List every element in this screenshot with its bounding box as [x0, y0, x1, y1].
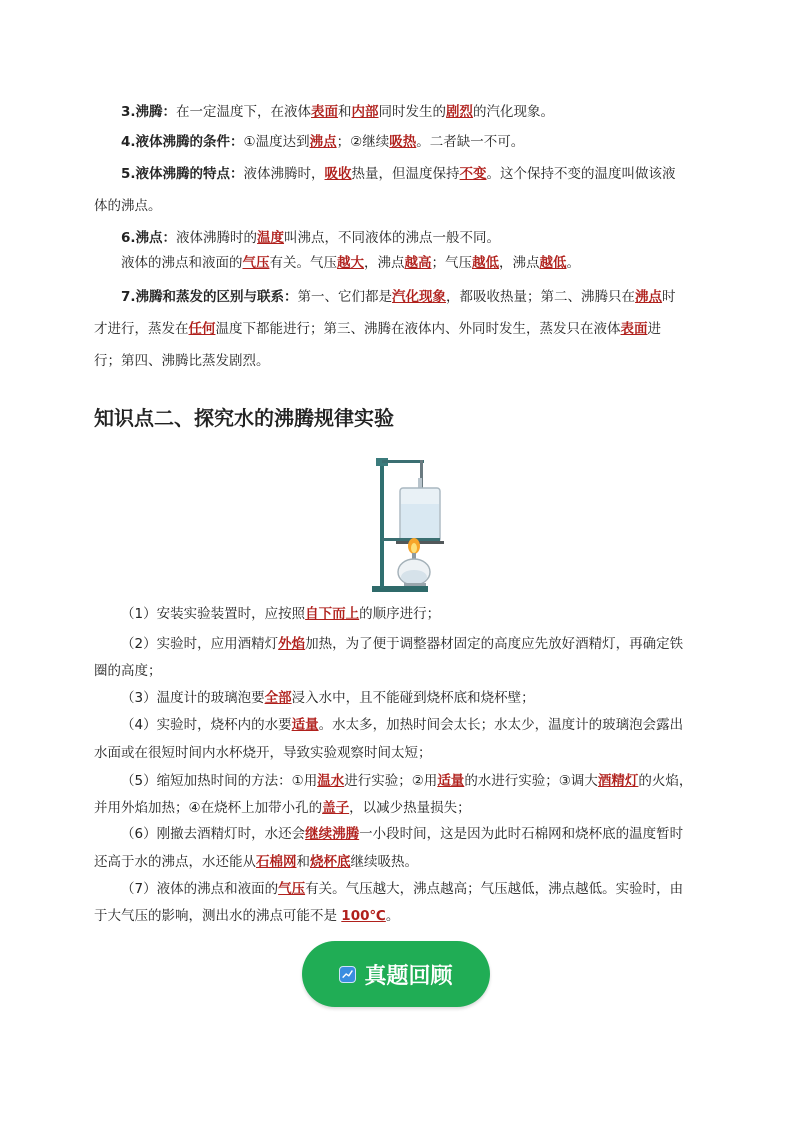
item-6-boiling-point: 6.沸点：液体沸腾时的温度叫沸点，不同液体的沸点一般不同。: [121, 230, 501, 246]
step-2-line2: 圈的高度；: [94, 663, 162, 679]
chart-icon: [339, 966, 356, 983]
step-7: （7）液体的沸点和液面的气压有关。气压越大，沸点越高；气压越低，沸点越低。实验时，由: [121, 881, 684, 897]
item-7-line3: 行；第四、沸腾比蒸发剧烈。: [94, 353, 270, 369]
review-past-exams-button[interactable]: [302, 941, 490, 1007]
review-button-label: 真题回顾: [364, 963, 453, 989]
item-5-features: 5.液体沸腾的特点：液体沸腾时，吸收热量，但温度保持不变。这个保持不变的温度叫做该液: [121, 166, 676, 182]
step-4: （4）实验时，烧杯内的水要适量。水太多，加热时间会太长；水太少，温度计的玻璃泡会露出: [121, 717, 684, 733]
section-heading: 知识点二、探究水的沸腾规律实验: [94, 406, 394, 430]
step-4-line2: 水面或在很短时间内水杯烧开，导致实验观察时间太短；: [94, 745, 432, 761]
step-1: （1）安装实验装置时，应按照自下而上的顺序进行；: [121, 606, 441, 622]
item-6-line2: 液体的沸点和液面的气压有关。气压越大，沸点越高；气压越低，沸点越低。: [121, 255, 580, 271]
step-2: （2）实验时，应用酒精灯外焰加热，为了便于调整器材固定的高度应先放好酒精灯，再确定铁: [121, 636, 684, 652]
item-5-line2: 体的沸点。: [94, 198, 162, 214]
item-7-line2: 才进行，蒸发在任何温度下都能进行；第三、沸腾在液体内、外同时发生，蒸发只在液体表面进: [94, 321, 661, 337]
item-7-comparison: 7.沸腾和蒸发的区别与联系：第一、它们都是汽化现象，都吸收热量；第二、沸腾只在沸点时: [121, 289, 676, 305]
step-6: （6）刚撤去酒精灯时，水还会继续沸腾一小段时间，这是因为此时石棉网和烧杯底的温度暂时: [121, 826, 684, 842]
step-3: （3）温度计的玻璃泡要全部浸入水中，且不能碰到烧杯底和烧杯壁；: [121, 690, 535, 706]
step-6-line2: 还高于水的沸点，水还能从石棉网和烧杯底继续吸热。: [94, 854, 418, 870]
step-5: （5）缩短加热时间的方法：①用温水进行实验；②用适量的水进行实验；③调大酒精灯的火焰，: [121, 773, 693, 789]
item-4-conditions: 4.液体沸腾的条件：①温度达到沸点；②继续吸热。二者缺一不可。: [121, 134, 525, 150]
step-5-line2: 并用外焰加热；④在烧杯上加带小孔的盖子，以减少热量损失；: [94, 800, 471, 816]
step-7-line2: 于大气压的影响，测出水的沸点可能不是 100℃。: [94, 908, 400, 924]
boiling-apparatus-illustration: [366, 452, 446, 594]
item-3-boiling: 3.沸腾：在一定温度下，在液体表面和内部同时发生的剧烈的汽化现象。: [121, 104, 555, 120]
